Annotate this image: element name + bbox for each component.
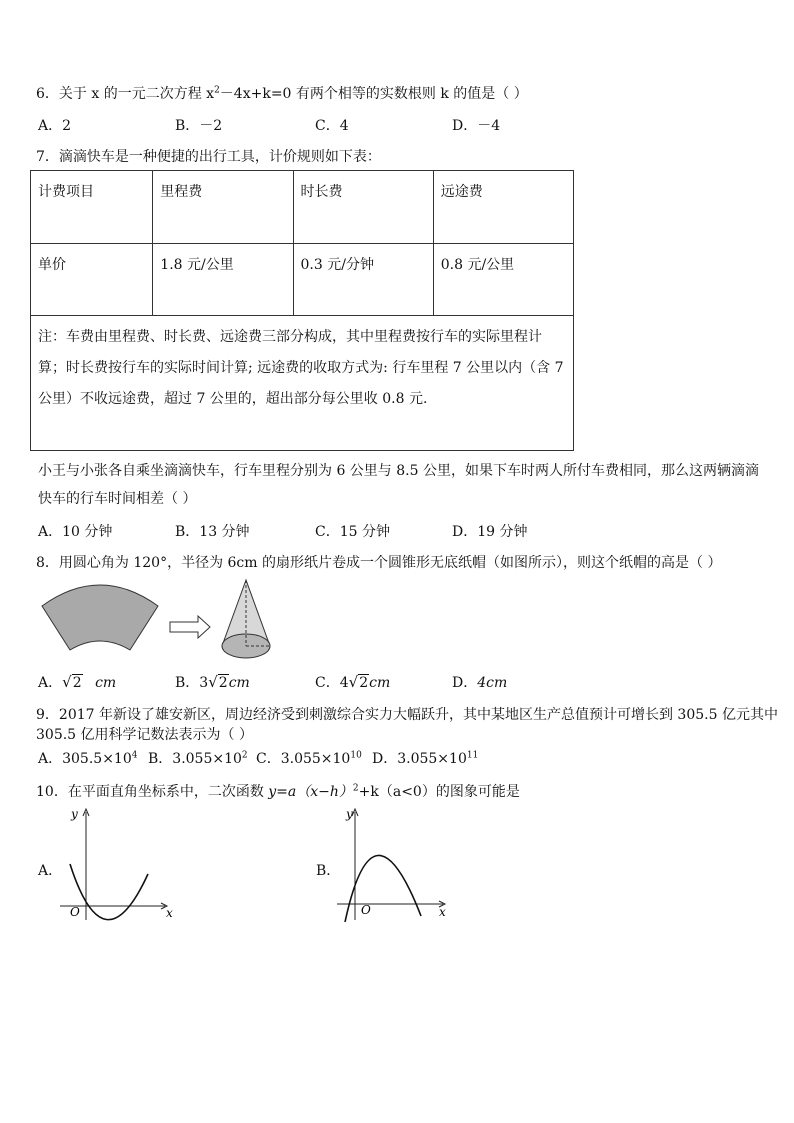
q6-option-c[interactable]: C．4 [315,118,349,134]
q9-stem-line2: 305.5 亿用科学记数法表示为（ ） [36,727,253,743]
fee-table-header-row [31,171,574,244]
q7-option-b[interactable]: B．13 分钟 [175,524,250,540]
q9-option-d[interactable]: D．$3.055\times 10^{11}$ [372,750,479,767]
fee-price-mileage: 1.8 元/公里 [153,244,293,316]
q8-option-b[interactable]: B．3√2cm [175,673,250,691]
q7-stem: 7．滴滴快车是一种便捷的出行工具，计价规则如下表： [36,149,381,165]
q9-stem-line1: 9．2017 年新设了雄安新区，周边经济受到刺激综合实力大幅跃升，其中某地区生产总值预计可增长到 305.5 亿元其中 [36,707,778,723]
x-axis-label: x [166,906,173,920]
q10-option-b[interactable]: B． [316,863,341,879]
q10-graph-a [60,804,180,922]
fee-header-longdistance: 远途费 [433,171,573,244]
parabola-upward [70,864,148,920]
fee-header-mileage: 里程费 [153,171,293,244]
q8-option-d[interactable]: D．4cm [452,675,508,691]
q8-option-c[interactable]: C．4√2cm [315,673,391,691]
q6-stem: 6．关于 x 的一元二次方程 $x^2-4x+k=0$ 有两个相等的实数根则 k 的值是（ ） [36,85,528,102]
fee-table-price-row [31,244,574,316]
q9-option-b[interactable]: B．$3.055\times 10^2$ [148,750,248,767]
fee-header-item: 计费项目 [31,171,153,244]
fee-price-longdistance: 0.8 元/公里 [433,244,573,316]
y-axis-label: y [71,807,78,821]
q10-option-a[interactable]: A． [38,863,63,879]
fee-row-label: 单价 [31,244,153,316]
q7-option-c[interactable]: C．15 分钟 [315,524,390,540]
q7-question-line2: 快车的行车时间相差（ ） [38,491,197,507]
origin-label: O [361,903,371,917]
y-axis-label: y [346,807,353,821]
fee-table-note-row [31,316,574,451]
q6-option-b[interactable]: B．－2 [175,118,223,134]
fee-table [30,170,574,451]
fee-price-duration: 0.3 元/分钟 [293,244,433,316]
q10-graph-b [335,804,455,922]
parabola-downward [345,855,421,922]
q7-option-d[interactable]: D．19 分钟 [452,524,528,540]
q9-option-c[interactable]: C．$3.055\times 10^{10}$ [256,750,362,767]
q10-stem: 10．在平面直角坐标系中，二次函数 $y=a(x-h)^2+k(a<0)$的图象可能是 [36,783,520,800]
q8-stem: 8．用圆心角为 120°，半径为 6cm 的扇形纸片卷成一个圆锥形无底纸帽（如图所示），则这个纸帽的高是（ ） [36,555,722,571]
q8-option-a[interactable]: A．√2 cm [38,673,117,691]
sector-shape [42,585,158,650]
q6-option-d[interactable]: D．－4 [452,118,501,134]
x-axis-label: x [439,905,446,919]
fee-note: 注：车费由里程费、时长费、远途费三部分构成，其中里程费按行车的实际里程计算；时长费按行车的实际时间计算; 远途费的收取方式为: 行车里程 7 公里以内（含 7 公里）不收远途费，超过 7 公里的，超出部分每公里收 0.8 元. [31,316,574,451]
q6-option-a[interactable]: A．2 [38,118,72,134]
origin-label: O [70,905,80,919]
fee-header-duration: 时长费 [293,171,433,244]
q7-question-line1: 小王与小张各自乘坐滴滴快车，行车里程分别为 6 公里与 8.5 公里，如果下车时两人所付车费相同，那么这两辆滴滴 [38,463,759,479]
q9-option-a[interactable]: A．$305.5\times 10^4$ [38,750,138,767]
arrow-icon [170,616,210,638]
q8-figure [30,572,290,664]
q7-option-a[interactable]: A．10 分钟 [38,524,113,540]
